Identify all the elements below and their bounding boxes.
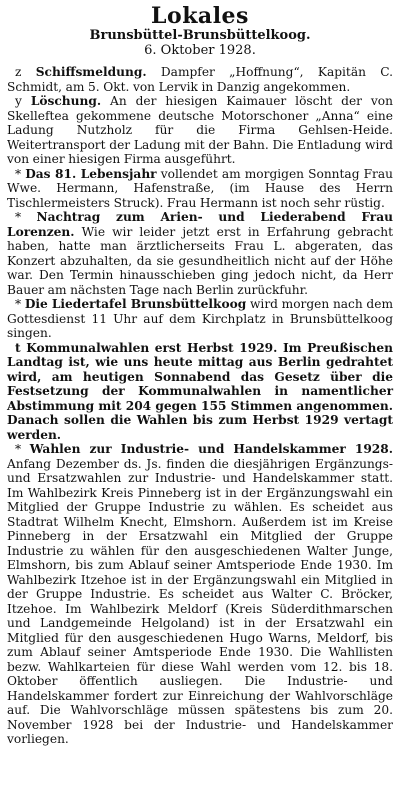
article-handelskammer — [7, 442, 393, 747]
article-prefix: * — [15, 297, 22, 311]
article-prefix: * — [15, 166, 22, 181]
article-prefix: * — [15, 442, 22, 456]
section-title: Lokales — [151, 3, 249, 29]
article-prefix: y — [15, 94, 22, 108]
article-headline: Wahlen zur Industrie- und Handelskammer 1928. — [29, 442, 393, 456]
article-body: An der hiesigen Kaimauer löscht der von Skelleftea gekommene deutsche Motorschoner „Anna“ eine Ladung Nutzholz für die Firma Gehlsen-Heide. Weitertransport der Ladung mit der Bahn. Die Entladung wird von einer hiesigen Firma ausgeführt. — [7, 94, 393, 166]
article-lebensjahr — [7, 167, 393, 211]
article-schiffsmeldung — [7, 65, 393, 94]
issue-date: 6. Oktober 1928. — [144, 43, 256, 58]
article-body: vollendet am morgigen Sonntag Frau Wwe. Hermann, Hafenstraße, (im Hause des Herrn Tischlermeisters Struck). Frau Hermann ist noch sehr rüstig. — [7, 166, 394, 210]
article-prefix: z — [15, 65, 22, 79]
section-subtitle: Brunsbüttel-Brunsbüttelkoog. — [89, 28, 311, 43]
article-headline: Kommunalwahlen erst Herbst 1929. — [26, 340, 278, 355]
article-headline: Die Liedertafel Brunsbüttelkoog — [24, 297, 247, 311]
article-body: Dampfer „Hoffnung“, Kapitän C. Schmidt, am 5. Okt. von Lervik in Danzig angekommen. — [7, 65, 394, 94]
article-kommunalwahlen — [7, 341, 393, 443]
article-headline: Löschung. — [30, 94, 102, 108]
article-prefix: t — [15, 340, 21, 355]
article-body: wird morgen nach dem Gottesdienst 11 Uhr auf dem Kirchplatz in Brunsbüttelkoog singen. — [7, 297, 394, 340]
article-nachtrag — [7, 210, 393, 297]
article-body: Wie wir leider jetzt erst in Erfahrung gebracht haben, hatte man ärztlicherseits Frau L. abgeraten, das Konzert abzuhalten, da sie gesundheitlich nicht auf der Höhe war. Den Termin hinausschieben ging jedoch nicht, da Herr Bauer am nächsten Tage nach Berlin zurückfuhr. — [7, 224, 393, 297]
article-headline: Nachtrag zum Arien- und Liederabend Frau Lorenzen. — [7, 210, 393, 239]
article-body: Anfang Dezember ds. Js. finden die diesjährigen Ergänzungs- und Ersatzwahlen zur Industrie- und Handelskammer statt. Im Wahlbezirk Kreis Pinneberg ist in der Ergänzungswahl ein Mitglied der Gruppe Industrie zu wählen. Es scheidet aus Stadtrat Wilhelm Knecht, Elmshorn. Außerdem ist im Kreise Pinneberg in der Ersatzwahl ein Mitglied der Gruppe Industrie zu wählen für den ausgeschiedenen Walter Junge, Elmshorn, bis zum Ablauf seiner Amtsperiode Ende 1930. Im Wahlbezirk Itzehoe ist in der Ergänzungswahl ein Mitglied in der Gruppe Industrie. Es scheidet aus Walter C. Bröcker, Itzehoe. Im Wahlbezirk Meldorf (Kreis Süderdithmarschen und Landgemeinde Helgoland) ist in der Ersatzwahl ein Mitglied für den ausgeschiedenen Hugo Warns, Meldorf, bis zum Ablauf seiner Amtsperiode Ende 1930. Die Wahllisten bezw. Wahlkarteien für diese Wahl werden vom 12. bis 18. Oktober öffentlich ausliegen. Die Industrie- und Handelskammer fordert zur Einreichung der Wahlvorschläge auf. Die Wahlvorschläge müssen spätestens bis zum 20. November 1928 bei der Industrie- und Handelskammer vorliegen. — [7, 456, 393, 746]
article-liedertafel — [7, 297, 393, 341]
article-body: Im Preußischen Landtag ist, wie uns heute mittag aus Berlin gedrahtet wird, am heutigen Sonnabend das Gesetz über die Festsetzung der Kommunalwahlen in namentlicher Abstimmung mit 204 gegen 155 Stimmen angenommen. Danach sollen die Wahlen bis zum Herbst 1929 vertagt werden. — [7, 340, 393, 442]
article-prefix: * — [15, 210, 22, 224]
article-headline: Das 81. Lebensjahr — [25, 166, 157, 181]
article-headline: Schiffsmeldung. — [35, 65, 147, 79]
article-loeschung — [7, 94, 393, 167]
